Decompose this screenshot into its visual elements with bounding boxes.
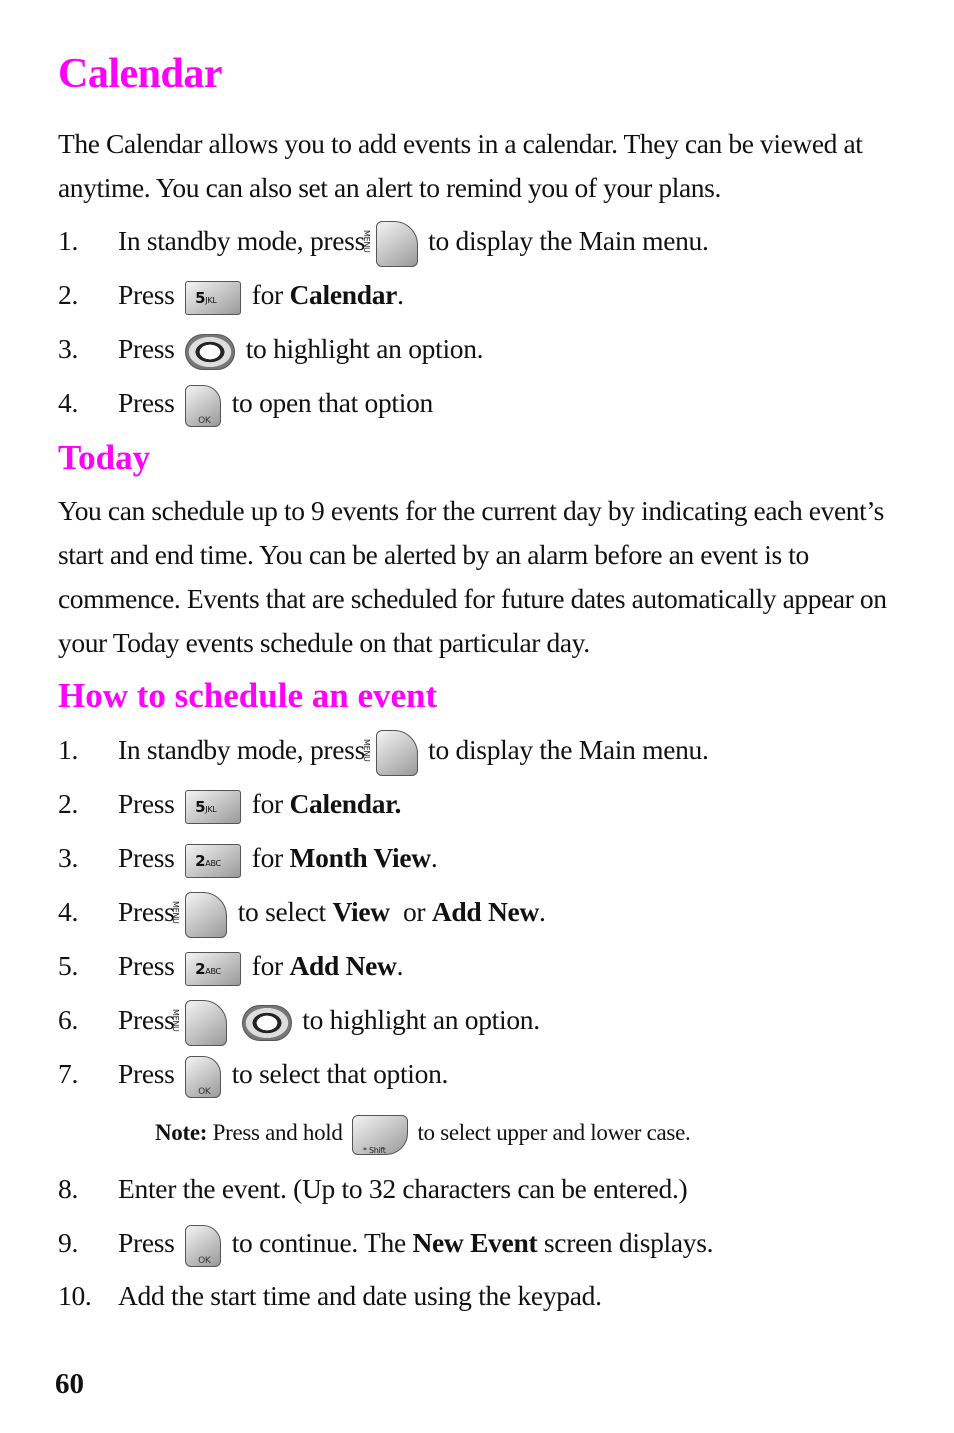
nav-key-icon: [242, 1005, 292, 1041]
key-5-icon: [185, 281, 241, 315]
note-text: Press and hold: [212, 1120, 343, 1145]
step-end: .: [430, 842, 438, 873]
step-bold: New Event: [412, 1227, 538, 1258]
key-digit: 2: [195, 851, 206, 870]
howto-step-8: [58, 1164, 687, 1214]
ok-key-icon: [185, 385, 221, 427]
step-number: 1.: [58, 225, 79, 256]
step-number: 8.: [58, 1173, 79, 1204]
key-letters: JKL: [205, 295, 217, 305]
nav-key-icon: [185, 334, 235, 370]
howto-heading: How to schedule an event: [58, 676, 438, 715]
note-label: Note:: [155, 1120, 208, 1145]
step-end: .: [397, 279, 404, 310]
step-text: to highlight an option.: [302, 1004, 540, 1035]
step-end: screen displays.: [543, 1227, 714, 1258]
step-number: 3.: [58, 842, 79, 873]
step-number: 4.: [58, 387, 79, 418]
step-text: to highlight an option.: [245, 333, 484, 364]
step-text: for: [251, 842, 283, 873]
step-text: Add the start time and date using the keypad.: [118, 1280, 602, 1311]
step-text: Enter the event. (Up to 32 characters can be entered.): [118, 1173, 688, 1204]
calendar-step-2: [58, 270, 404, 320]
step-number: 9.: [58, 1227, 79, 1258]
ok-key-icon: [185, 1225, 221, 1267]
step-number: 3.: [58, 333, 79, 364]
menu-key-icon: [376, 730, 418, 776]
menu-key-icon: [376, 221, 418, 267]
step-text: Press: [118, 842, 175, 873]
step-text: Press: [118, 387, 175, 418]
today-heading: Today: [58, 438, 151, 477]
step-text: to display the Main menu.: [428, 225, 709, 256]
step-text: Press: [118, 333, 175, 364]
intro-paragraph: The Calendar allows you to add events in a calendar. They can be viewed at anytime. You can also set an alert to remind you of your plans.: [58, 128, 863, 203]
step-bold: Month View: [289, 842, 431, 873]
step-text: to open that option: [231, 387, 434, 418]
step-end: .: [539, 896, 546, 927]
note-text: to select upper and lower case.: [417, 1120, 691, 1145]
howto-step-1: [58, 725, 709, 775]
howto-step-2: [58, 779, 401, 829]
menu-key-icon: [185, 1000, 227, 1046]
step-bold: Add New: [431, 896, 540, 927]
step-text: to display the Main menu.: [428, 734, 709, 765]
step-text: Press: [118, 788, 175, 819]
step-text: Press: [118, 1058, 175, 1089]
page-number: 60: [55, 1368, 84, 1400]
step-text: Press: [118, 896, 175, 927]
calendar-step-1: [58, 216, 709, 266]
step-number: 5.: [58, 950, 79, 981]
step-number: 10.: [58, 1280, 92, 1311]
step-text: Press: [118, 279, 175, 310]
key-letters: ABC: [205, 858, 221, 868]
step-number: 4.: [58, 896, 79, 927]
howto-step-5: [58, 941, 403, 991]
step-text: to select that option.: [231, 1058, 449, 1089]
key-2-icon: [185, 844, 241, 878]
step-text: or: [402, 896, 426, 927]
step-number: 2.: [58, 279, 79, 310]
step-text: Press: [118, 1227, 175, 1258]
step-number: 1.: [58, 734, 79, 765]
step-text: for: [251, 788, 283, 819]
key-5-icon: [185, 790, 241, 824]
key-digit: 2: [195, 959, 206, 978]
step-text: to continue. The: [231, 1227, 406, 1258]
step-text: to select: [237, 896, 326, 927]
key-2-icon: [185, 952, 241, 986]
calendar-step-3: [58, 324, 483, 374]
step-bold: Add New: [289, 950, 397, 981]
step-text: Press: [118, 1004, 175, 1035]
key-letters: JKL: [205, 804, 217, 814]
today-paragraph: You can schedule up to 9 events for the current day by indicating each event’s start and end time. You can be alerted by an alarm before an event is to commence. Events that are scheduled for future dates automatically appear on your Today events schedule on that particular day.: [58, 495, 887, 658]
step-text: for: [251, 950, 283, 981]
ok-key-icon: [185, 1056, 221, 1098]
step-number: 6.: [58, 1004, 79, 1035]
note: [155, 1110, 690, 1156]
calendar-step-4: [58, 378, 433, 428]
key-digit: 5: [195, 288, 206, 307]
page-title: Calendar: [58, 51, 222, 97]
howto-step-9: [58, 1218, 713, 1268]
shift-key-icon: [352, 1115, 408, 1155]
key-letters: ABC: [205, 966, 221, 976]
menu-key-icon: [185, 892, 227, 938]
step-text: Press: [118, 950, 175, 981]
step-number: 7.: [58, 1058, 79, 1089]
step-text: In standby mode, press: [118, 225, 365, 256]
howto-step-3: [58, 833, 437, 883]
howto-step-10: [58, 1271, 602, 1321]
step-bold: Calendar.: [289, 788, 402, 819]
step-text: In standby mode, press: [118, 734, 365, 765]
key-digit: 5: [195, 797, 206, 816]
step-text: for: [251, 279, 283, 310]
step-number: 2.: [58, 788, 79, 819]
howto-step-4: [58, 887, 546, 937]
howto-step-7: [58, 1049, 448, 1099]
howto-step-6: [58, 995, 540, 1045]
step-bold: Calendar: [289, 279, 398, 310]
step-end: .: [396, 950, 404, 981]
step-bold: View: [332, 896, 390, 927]
